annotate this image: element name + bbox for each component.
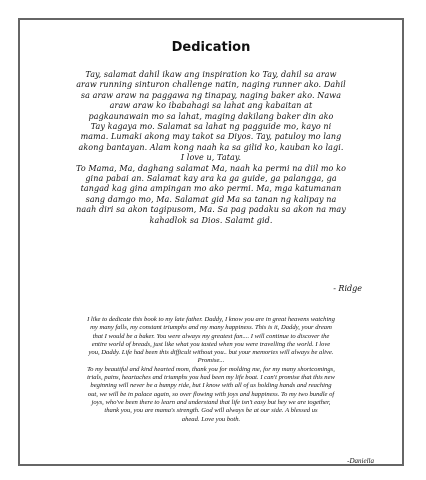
- daniella-line: that I would be a baker. You were always my greatest fan.... I will continue to discover the: [92, 332, 330, 340]
- ridge-line: Tay, salamat dahil ikaw ang inspiration ko Tay, dahil sa araw: [85, 70, 337, 79]
- ridge-line: sa araw araw na paggawa ng tinapay, naging baker ako. Nawa: [80, 90, 342, 100]
- ridge-line: naah diri sa akon tagipusom, Ma. Sa pag padaku sa akon na may: [76, 205, 346, 215]
- ridge-line: araw running sinturon challenge natin, naging runner ako. Dahil: [76, 80, 346, 90]
- ridge-line: pagkaunawain mo sa lahat, maging dakilang baker din ako: [88, 111, 334, 121]
- ridge-line: mama. Lumaki akong may takot sa Diyos. Tay, patuloy mo lang: [80, 132, 342, 142]
- ridge-line: sang damgo mo, Ma. Salamat gid Ma sa tanan ng kalipay na: [85, 194, 337, 204]
- page-title: Dedication: [171, 40, 251, 55]
- daniella-line: Promise...: [197, 357, 225, 365]
- daniella-line: out, we will be in palace again, so over flowing with joys and happiness. To my two bundle of: [87, 390, 335, 398]
- daniella-line: beginning will never be a bumpy ride, but I know with all of us holding hands and reaching: [90, 382, 332, 390]
- ridge-line: kahadlok sa Dios. Salamt gid.: [149, 215, 273, 225]
- ridge-line: I love u, Tatay.: [180, 153, 242, 163]
- daniella-line: I like to dedicate this book to my late father. Daddy, I know you are in great heavens watching: [87, 316, 335, 323]
- dedication-page: [18, 18, 404, 466]
- daniella-line: To my beautiful and kind hearted mom, thank you for molding me, for my many shortcomings,: [87, 365, 335, 373]
- ridge-message: [50, 70, 372, 226]
- ridge-line: gina pabai an. Salamat kay ara ka ga guide, ga palangga, ga: [85, 174, 337, 184]
- ridge-line: tangad kag gina ampingan mo ako permi. Ma, mga katumanan: [80, 184, 342, 194]
- daniella-signature: -Daniella: [347, 457, 374, 465]
- daniella-line: trials, pains, heartaches and triumphs you had been my life boat. I can't promise that this new: [87, 374, 335, 382]
- ridge-signature: - Ridge: [333, 284, 362, 293]
- daniella-line: thank you, you are mama's strength. God will always be at our side. A blessed us: [104, 407, 318, 415]
- ridge-line: araw araw ko ibabahagi sa lahat ang kabaitan at: [109, 101, 313, 111]
- ridge-line: akong bantayan. Alam kong naah ka sa gilid ko, kauban ko lagi.: [78, 142, 344, 152]
- daniella-line: joys, who've been there to learn and understand that life isn't easy but hey we are together,: [91, 398, 331, 406]
- ridge-line: To Mama, Ma, daghang salamat Ma, naah ka permi na diil mo ko: [76, 163, 346, 173]
- daniella-line: ahead. Love you both.: [181, 415, 241, 423]
- ridge-line: Tay kagaya mo. Salamat sa lahat ng pagguide mo, kayo ni: [90, 122, 332, 132]
- daniella-message: [40, 316, 382, 424]
- daniella-line: my many falls, my constant triumphs and my many happiness. This is it, Daddy, your dream: [90, 324, 332, 332]
- daniella-line: entire world of breads, just like what you tasted when you were travelling the world. I love: [91, 340, 331, 348]
- daniella-line: you, Daddy. Life had been this difficult without you.. but your memories will always be alive.: [88, 349, 334, 357]
